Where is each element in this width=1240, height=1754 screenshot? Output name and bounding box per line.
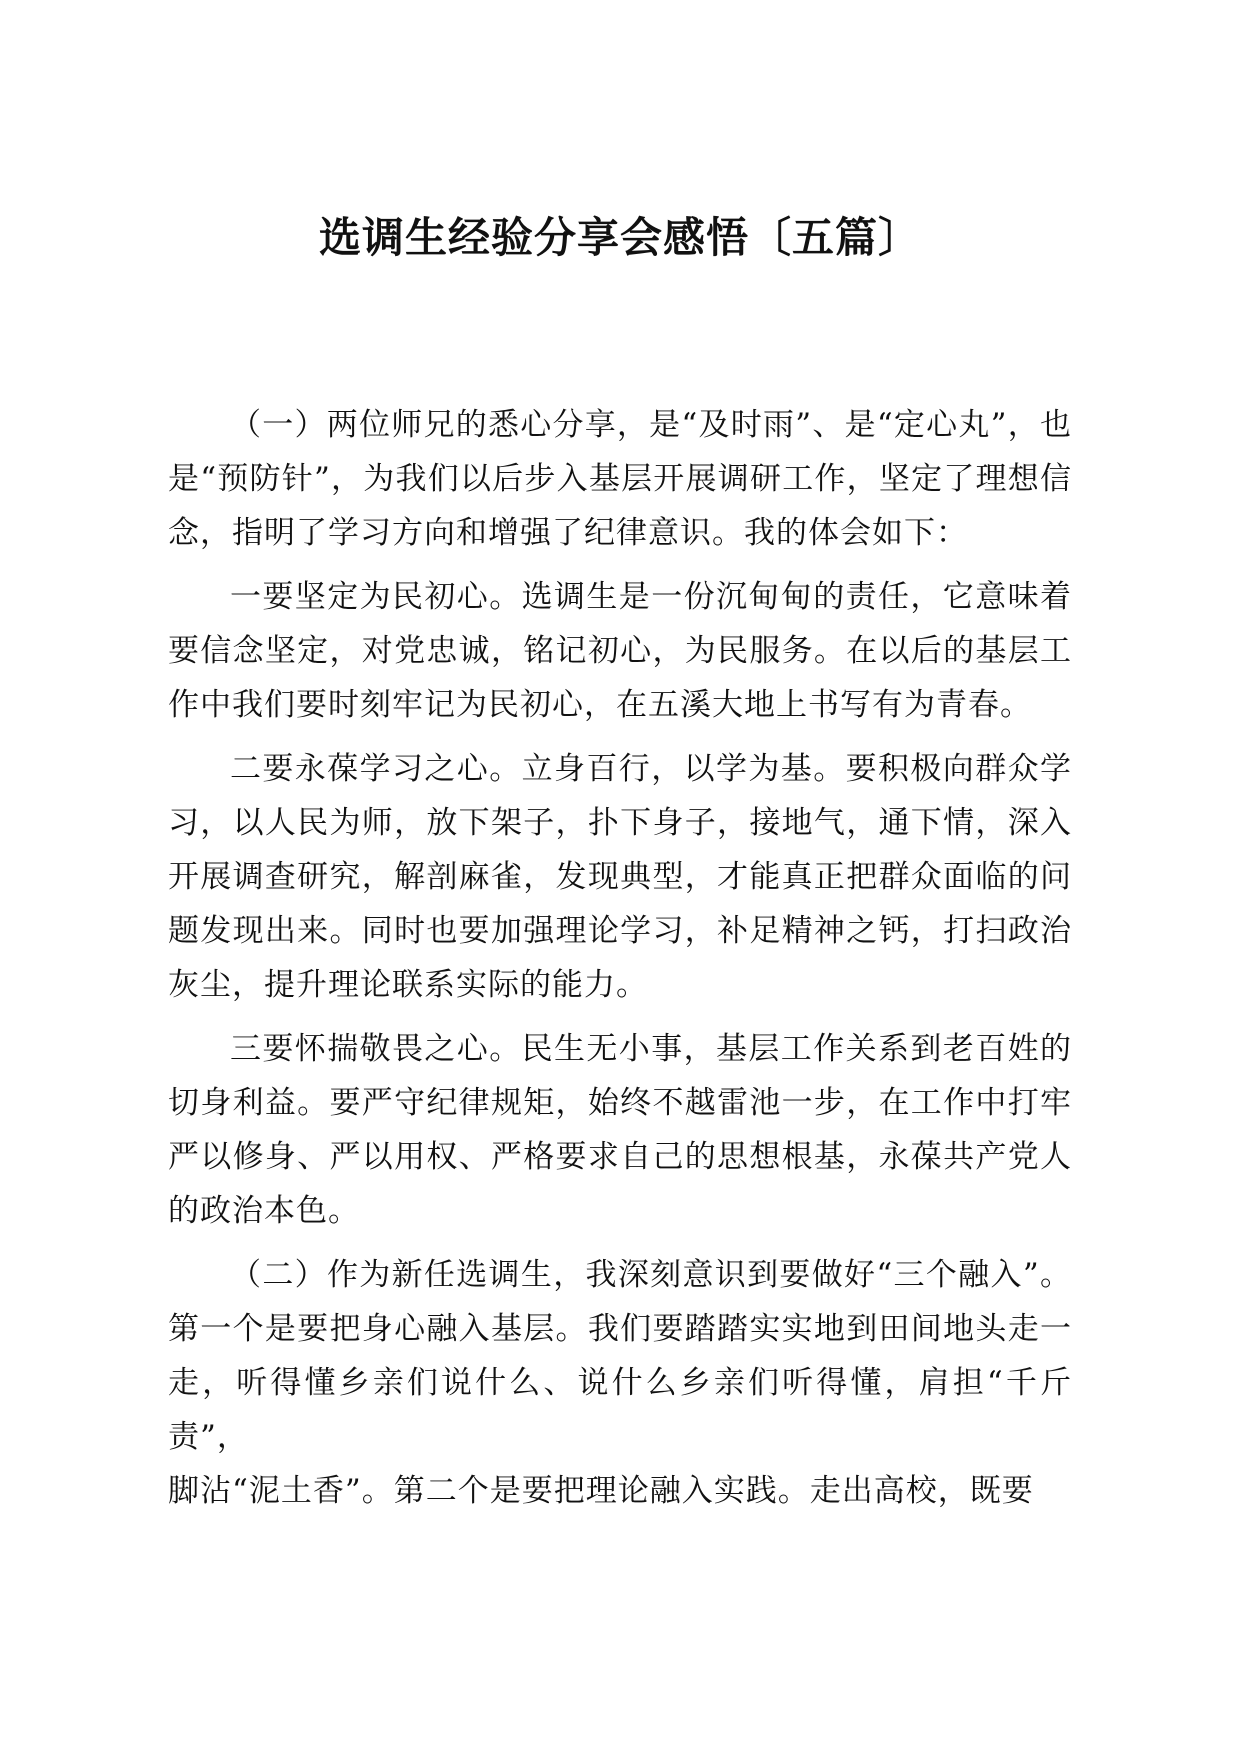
- paragraph-4: 三要怀揣敬畏之心。民生无小事，基层工作关系到老百姓的切身利益。要严守纪律规矩，始终不越雷池一步，在工作中打牢严以修身、严以用权、严格要求自己的思想根基，永葆共产党人的政治本色。: [168, 1031, 1072, 1229]
- paragraph-1: （一）两位师兄的悉心分享，是“及时雨”、是“定心丸”，也是“预防针”，为我们以后步入基层开展调研工作，坚定了理想信念，指明了学习方向和增强了纪律意识。我的体会如下：: [168, 407, 1072, 551]
- document-body: [168, 398, 1072, 1528]
- paragraph-5-continuation: 脚沾“泥土香”。第二个是要把理论融入实践。走出高校，既要: [168, 1473, 1034, 1509]
- paragraph-2: 一要坚定为民初心。选调生是一份沉甸甸的责任，它意味着要信念坚定，对党忠诚，铭记初心，为民服务。在以后的基层工作中我们要时刻牢记为民初心，在五溪大地上书写有为青春。: [168, 579, 1072, 723]
- document-title: 选调生经验分享会感悟〔五篇〕: [318, 213, 921, 262]
- paragraph-5: （二）作为新任选调生，我深刻意识到要做好“三个融入”。 第一个是要把身心融入基层。我们要踏踏实实地到田间地头走一 走，听得懂乡亲们说什么、说什么乡亲们听得懂，肩担“千斤责”，: [168, 1257, 1072, 1455]
- paragraph-3: 二要永葆学习之心。立身百行，以学为基。要积极向群众学习，以人民为师，放下架子，扑下身子，接地气，通下情，深入开展调查研究，解剖麻雀，发现典型，才能真正把群众面临的问题发现出来。同时也要加强理论学习，补足精神之钙，打扫政治灰尘，提升理论联系实际的能力。: [168, 751, 1072, 1003]
